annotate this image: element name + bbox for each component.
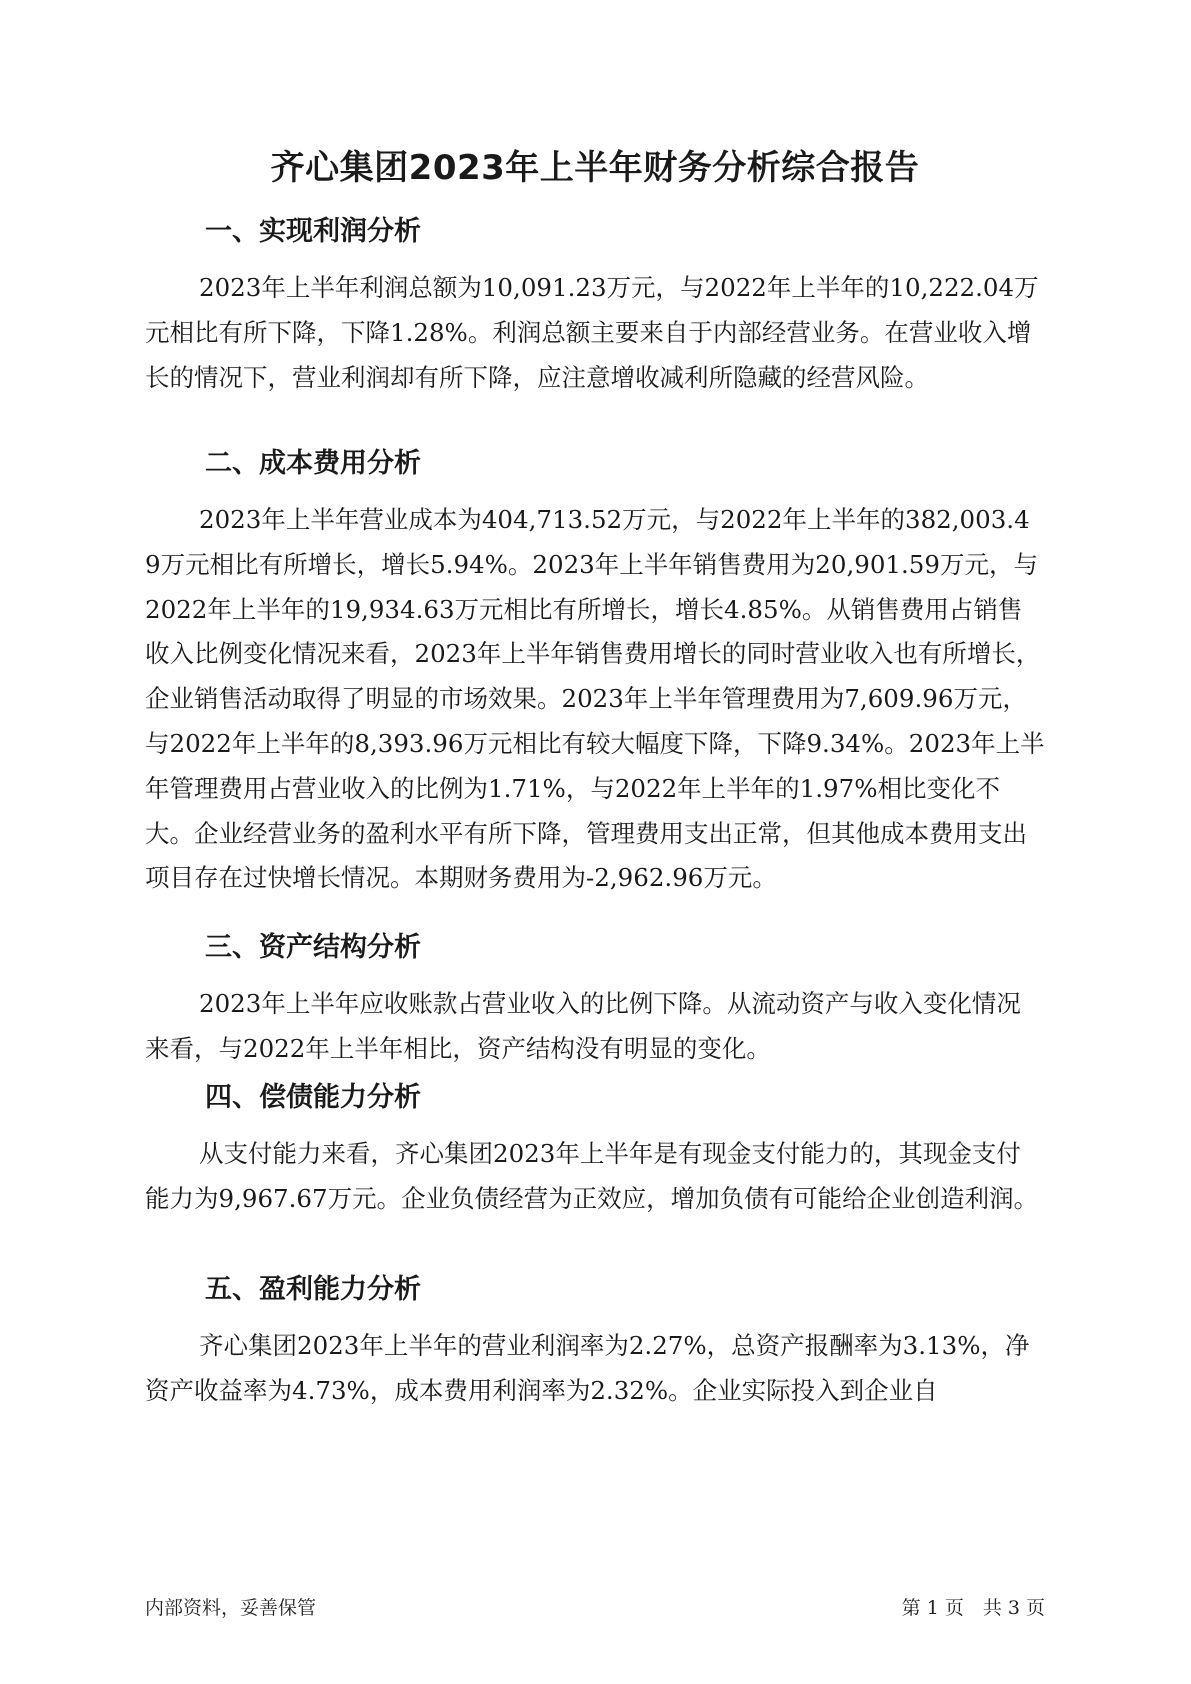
section-heading-assets: 三、资产结构分析 — [205, 932, 421, 963]
footer-page-number: 第 1 页 共 3 页 — [901, 1597, 1045, 1619]
footer-confidential-note: 内部资料，妥善保管 — [145, 1597, 317, 1619]
section-heading-cost: 二、成本费用分析 — [205, 448, 421, 479]
section-paragraph-cost: 2023年上半年营业成本为404,713.52万元，与2022年上半年的382,003.49万元相比有所增长，增长5.94%。2023年上半年销售费用为20,901.59万元，与2022年上半年的19,934.63万元相比有所增长，增长4.85%。从销售费用占销售收入比例变化情况来看，2023年上半年销售费用增长的同时营业收入也有所增长，企业销售活动取得了明显的市场效果。2023年上半年管理费用为7,609.96万元，与2022年上半年的8,393.96万元相比有较大幅度下降，下降9.34%。2023年上半年管理费用占营业收入的比例为1.71%，与2022年上半年的1.97%相比变化不大。企业经营业务的盈利水平有所下降，管理费用支出正常，但其他成本费用支出项目存在过快增长情况。本期财务费用为-2,962.96万元。 — [145, 505, 1045, 893]
section-paragraph-profitability: 齐心集团2023年上半年的营业利润率为2.27%，总资产报酬率为3.13%，净资产收益率为4.73%，成本费用利润率为2.32%。企业实际投入到企业自 — [145, 1331, 1030, 1405]
section-heading-profitability: 五、盈利能力分析 — [205, 1274, 421, 1305]
section-paragraph-assets: 2023年上半年应收账款占营业收入的比例下降。从流动资产与收入变化情况来看，与2022年上半年相比，资产结构没有明显的变化。 — [145, 989, 1021, 1063]
section-paragraph-profit: 2023年上半年利润总额为10,091.23万元，与2022年上半年的10,222.04万元相比有所下降，下降1.28%。利润总额主要来自于内部经营业务。在营业收入增长的情况下，营业利润却有所下降，应注意增收减利所隐藏的经营风险。 — [145, 273, 1039, 392]
document-title: 齐心集团2023年上半年财务分析综合报告 — [270, 148, 920, 188]
section-heading-profit: 一、实现利润分析 — [205, 216, 421, 247]
section-heading-solvency: 四、偿债能力分析 — [205, 1082, 421, 1113]
document-page — [145, 0, 1045, 1684]
section-paragraph-solvency: 从支付能力来看，齐心集团2023年上半年是有现金支付能力的，其现金支付能力为9,967.67万元。企业负债经营为正效应，增加负债有可能给企业创造利润。 — [145, 1139, 1039, 1213]
